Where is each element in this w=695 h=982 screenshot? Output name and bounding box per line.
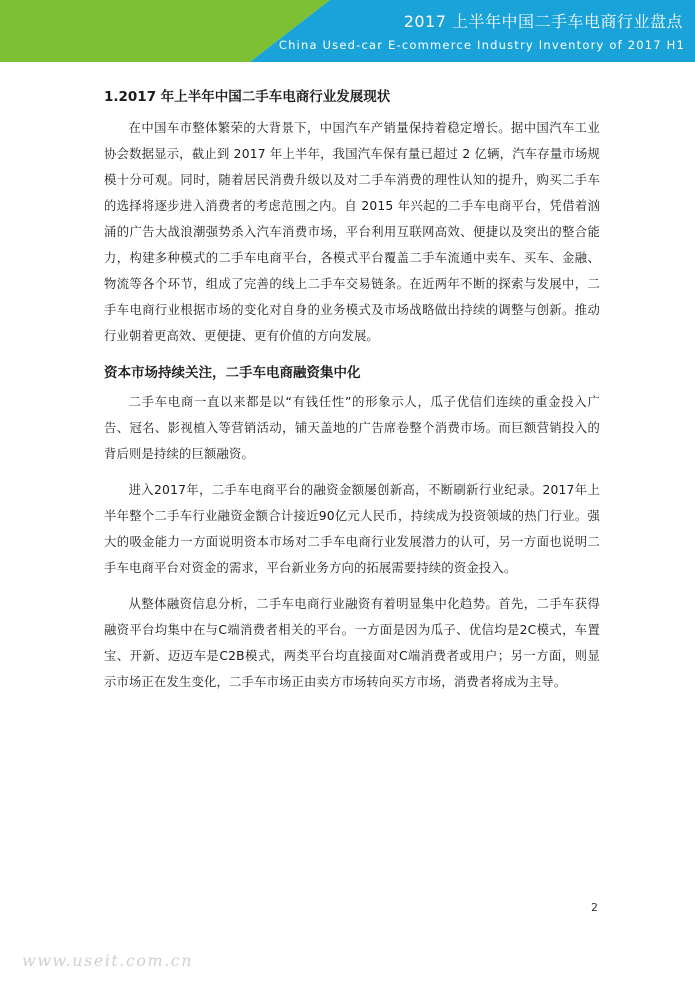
report-subtitle: China Used-car E-commerce Industry Inventory of 2017 H1 (278, 38, 685, 52)
watermark: www.useit.com.cn (22, 951, 194, 970)
report-title: 2017 上半年中国二手车电商行业盘点 (403, 12, 683, 31)
page-number: 2 (591, 901, 598, 914)
subsection-heading: 资本市场持续关注，二手车电商融资集中化 (104, 365, 361, 381)
intro-paragraph: 在中国车市整体繁荣的大背景下，中国汽车产销量保持着稳定增长。据中国汽车工业协会数据显示，截止到 2017 年上半年，我国汽车保有量已超过 2 亿辆，汽车存量市场规模十分可观。同时，随着居民消费升级以及对二手车消费的理性认知的提升，购买二手车的选择将逐步进入消费者的考虑范围之内。自 2015 年兴起的二手车电商平台，凭借着汹涌的广告大战浪潮强势杀入汽车消费市场，平台利用互联网高效、便捷以及突出的整合能力，构建多种模式的二手车电商平台，各模式平台覆盖二手车流通中卖车、买车、金融、物流等各个环节，组成了完善的线上二手车交易链条。在近两年不断的探索与发展中，二手车电商行业根据市场的变化对自身的业务模式及市场战略做出持续的调整与创新。推动行业朝着更高效、更便捷、更有价值的方向发展。 (104, 121, 600, 343)
body-paragraph: 从整体融资信息分析，二手车电商行业融资有着明显集中化趋势。首先，二手车获得融资平台均集中在与C端消费者相关的平台。一方面是因为瓜子、优信均是2C模式，车置宝、开新、迈迈车是C2B模式，两类平台均直接面对C端消费者或用户；另一方面，则显示市场正在发生变化，二手车市场正由卖方市场转向买方市场，消费者将成为主导。 (104, 597, 600, 689)
body-paragraph: 二手车电商一直以来都是以“有钱任性”的形象示人，瓜子优信们连续的重金投入广告、冠名、影视植入等营销活动，铺天盖地的广告席卷整个消费市场。而巨额营销投入的背后则是持续的巨额融资。 (104, 395, 600, 461)
header-banner (0, 0, 695, 62)
section-heading: 1.2017 年上半年中国二手车电商行业发展现状 (104, 89, 391, 105)
document-body (104, 83, 600, 705)
body-paragraph: 进入2017年，二手车电商平台的融资金额屡创新高，不断刷新行业纪录。2017年上半年整个二手车行业融资金额合计接近90亿元人民币，持续成为投资领域的热门行业。强大的吸金能力一方面说明资本市场对二手车电商行业发展潜力的认可，另一方面也说明二手车电商平台对资金的需求，平台新业务方向的拓展需要持续的资金投入。 (104, 483, 600, 575)
